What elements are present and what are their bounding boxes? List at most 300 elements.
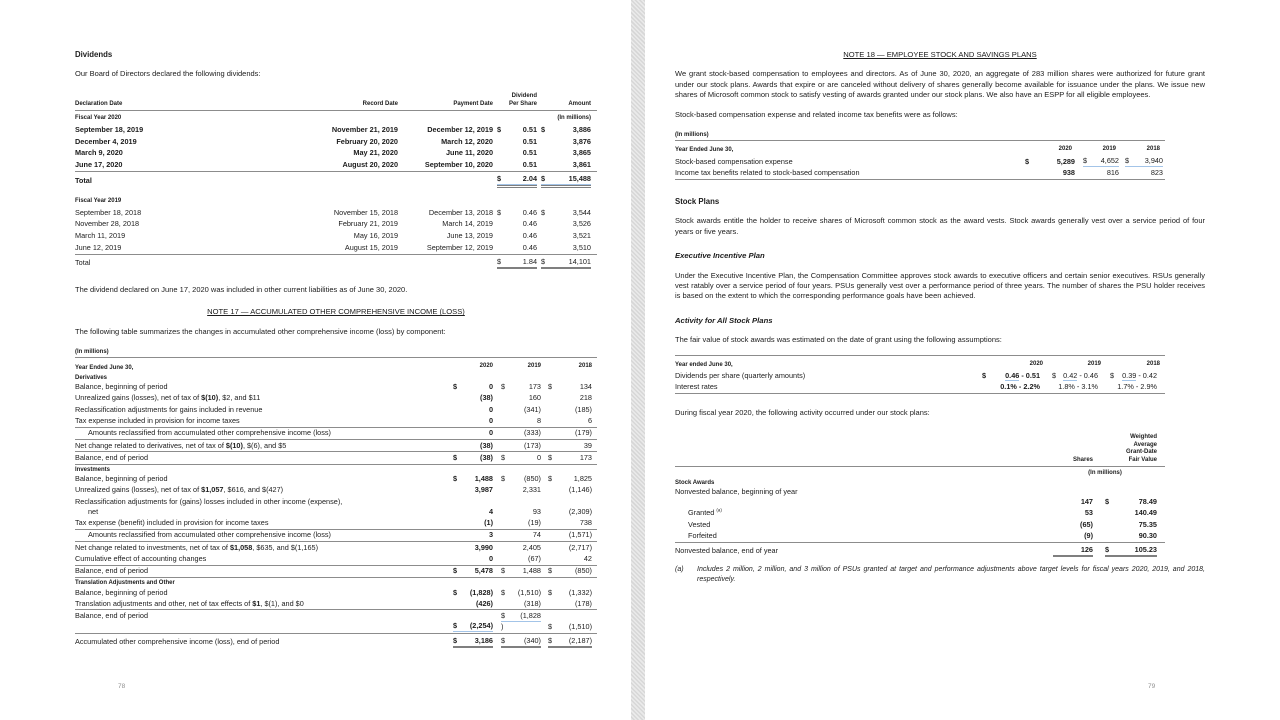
label-line1: Reclassification adjustments for (gains) losses included in other income (expense),: [75, 496, 343, 506]
cell-declaration: November 28, 2018: [75, 219, 140, 229]
table-row: [75, 598, 597, 610]
value: (318): [523, 598, 541, 608]
cell-amount: [541, 137, 591, 147]
value: 0.51: [522, 148, 537, 158]
cell-2018: [548, 393, 592, 403]
linked-value[interactable]: 0.46: [1005, 370, 1020, 380]
value: 14,101: [568, 256, 591, 266]
cell-declaration: September 18, 2019: [75, 125, 144, 134]
dollar-sign: $: [497, 173, 502, 183]
cell-payment: December 13, 2018: [428, 207, 493, 217]
cell-2020: [453, 405, 493, 415]
year-2019: 2019: [527, 363, 541, 370]
dollar-sign: $: [1105, 544, 1110, 554]
cell-per-share: [497, 160, 537, 170]
table-row: [75, 124, 597, 136]
eip-paragraph: Under the Executive Incentive Plan, the Compensation Committee approves stock awards to executive officers and certain senior executives. RSUs generally vest ratably over a service period of four years. PSUs generally vest over a performance period of three years. The number of shares the PSU holder receives is based on the extent to which the corresponding performance goals have been achieved.: [675, 270, 1205, 301]
value: 4: [488, 506, 493, 516]
value: - 0.46: [1077, 370, 1098, 380]
cell-shares: [1053, 508, 1093, 518]
range-value: [1122, 371, 1157, 381]
page-gutter: [631, 0, 645, 720]
value: 173: [528, 382, 541, 392]
value: 2,405: [522, 542, 541, 552]
row-label: [75, 599, 447, 609]
in-millions-row: (In millions): [675, 129, 1165, 141]
label-text: Net change related to investments, net of tax of: [75, 542, 230, 552]
year-2018: 2018: [1146, 146, 1160, 153]
dollar-sign: $: [497, 125, 502, 134]
table-row: [75, 485, 597, 496]
cell-2019: [501, 566, 541, 576]
value: 0: [536, 452, 541, 462]
cell-2018: [548, 636, 592, 647]
value: 3,526: [572, 219, 591, 229]
year-2019: 2019: [1087, 360, 1101, 367]
value: 42: [583, 553, 592, 563]
linked-value[interactable]: [1083, 156, 1119, 167]
cell-amount: [541, 208, 591, 218]
row-label: Balance, beginning of period: [75, 587, 168, 597]
row-label: Reclassification adjustments for gains included in revenue: [75, 404, 263, 414]
note17-heading[interactable]: NOTE 17 — ACCUMULATED OTHER COMPREHENSIVE INCOME (LOSS): [207, 307, 465, 317]
year-2020: 2020: [1058, 146, 1072, 153]
cell-2020: [453, 530, 493, 540]
dollar-sign: $: [1052, 370, 1057, 380]
during-paragraph: During fiscal year 2020, the following activity occurred under our stock plans:: [675, 407, 930, 417]
label-text: Unrealized gains (losses), net of tax of: [75, 485, 202, 495]
dollar-sign: $: [453, 621, 458, 631]
range-value: [1005, 371, 1040, 381]
table-row: [75, 230, 597, 242]
year-2020: 2020: [479, 363, 493, 370]
page-left: [75, 0, 597, 720]
table-row-total: [75, 254, 597, 271]
note18-paragraph: We grant stock-based compensation to employees and directors. As of June 30, 2020, an aggregate of 283 million shares were authorized for future grant under our stock plans. Awards that expire or are canceled without delivery of shares generally become available for issuance under the plans. We issue new shares of Microsoft common stock to satisfy vesting of awards granted under our stock plans. We also have an ESPP for all eligible employees.: [675, 69, 1205, 100]
label-bold: $1: [252, 598, 261, 608]
row-label: Balance, beginning of period: [75, 474, 168, 484]
value: 3,865: [572, 148, 591, 158]
dollar-sign: $: [501, 474, 506, 484]
table-row-total: [75, 171, 597, 189]
value: 0: [488, 382, 493, 392]
table-row: [675, 168, 1165, 180]
value: (341): [523, 404, 541, 414]
year-2019: 2019: [1102, 146, 1116, 153]
value: (178): [574, 598, 592, 608]
table-row: [675, 370, 1165, 381]
cell-2020: [1025, 157, 1075, 167]
dollar-sign: $: [548, 382, 553, 392]
value: 0.51: [522, 125, 537, 134]
table-row: [75, 242, 597, 254]
value: 4,652: [1100, 156, 1119, 166]
cell-record: February 21, 2019: [338, 219, 398, 229]
cell-2018: [548, 416, 592, 426]
cell-2018: [548, 599, 592, 609]
cell-2020: [453, 382, 493, 392]
dollar-sign: $: [548, 635, 553, 645]
cell-2018: [548, 622, 592, 632]
row-label: Cumulative effect of accounting changes: [75, 553, 207, 563]
cell-fair-value: [1105, 508, 1157, 518]
cell-amount-total: [541, 257, 591, 268]
year-header-row: [675, 355, 1165, 370]
cell-2019: [501, 485, 541, 495]
value: - 0.51: [1019, 370, 1040, 380]
value: (38): [480, 440, 493, 450]
value: 74: [532, 530, 541, 540]
cell-per-share: [497, 243, 537, 253]
cell-2018: [548, 453, 592, 463]
linked-value[interactable]: [1125, 156, 1163, 167]
cell-2019: [501, 382, 541, 392]
col-fair-value: [1105, 434, 1157, 464]
dollar-sign: $: [1025, 157, 1030, 167]
row-label: Tax expense included in provision for income taxes: [75, 416, 240, 426]
table-row-wrapped: [75, 610, 597, 633]
cell-2019: [1083, 156, 1119, 167]
value: (1,828: [520, 611, 541, 621]
cell-2019: [501, 599, 541, 609]
activity-paragraph: The fair value of stock awards was estimated on the date of grant using the following assumptions:: [675, 335, 1002, 345]
cell-2019: [501, 405, 541, 415]
eip-heading: Executive Incentive Plan: [675, 251, 765, 261]
value: 218: [579, 393, 592, 403]
linked-value[interactable]: 0.42: [1063, 370, 1078, 380]
dollar-sign: $: [501, 452, 506, 462]
value: 1,488: [522, 566, 541, 576]
cell-declaration: December 4, 2019: [75, 136, 137, 146]
value: 3: [488, 530, 493, 540]
value: 160: [528, 393, 541, 403]
cell-declaration: June 12, 2019: [75, 242, 122, 252]
fy2020-section-row: [75, 111, 597, 124]
cell-2019: [1052, 371, 1098, 381]
value: (2,717): [568, 542, 592, 552]
cell-2019: [501, 543, 541, 553]
cell-payment: September 12, 2019: [426, 242, 493, 252]
comp-intro: Stock-based compensation expense and related income tax benefits were as follows:: [675, 109, 958, 119]
row-label: Balance, beginning of period: [75, 382, 168, 392]
value: (1,571): [568, 530, 592, 540]
cell-declaration: June 17, 2020: [75, 159, 123, 169]
table-row: [75, 530, 597, 542]
note18-heading[interactable]: NOTE 18 — EMPLOYEE STOCK AND SAVINGS PLANS: [843, 50, 1037, 59]
dollar-sign: $: [501, 611, 506, 621]
year-header-label: Year Ended June 30,: [675, 147, 734, 154]
cell-2018: [548, 566, 592, 576]
value: 93: [532, 506, 541, 516]
linked-value[interactable]: [541, 174, 591, 185]
value: (1): [484, 518, 493, 528]
cell-shares: [1053, 545, 1093, 556]
dollar-sign: $: [548, 474, 553, 484]
table-row: [75, 148, 597, 160]
fy2020-in-millions: (In millions): [557, 115, 591, 122]
dollar-sign: $: [501, 566, 506, 576]
cell-2019: [501, 518, 541, 528]
table-row: [75, 440, 597, 452]
value: (179): [574, 428, 592, 438]
row-label: Income tax benefits related to stock-based compensation: [675, 168, 860, 178]
total-label: Total: [75, 175, 92, 185]
cell-2019: [501, 428, 541, 438]
col-fair-value-line4: Fair Value: [1128, 456, 1157, 463]
value: 738: [579, 518, 592, 528]
value: 0: [488, 416, 493, 426]
label-text: Granted: [688, 508, 717, 518]
table-row: [75, 553, 597, 565]
cell-per-share-total: [497, 257, 537, 268]
table-row: [675, 530, 1165, 542]
table-row: [75, 496, 597, 517]
fy2019-label: Fiscal Year 2019: [75, 198, 122, 205]
cell-2018: [1110, 382, 1157, 392]
dividend-note: The dividend declared on June 17, 2020 was included in other current liabilities as of June 30, 2020.: [75, 284, 408, 294]
cell-2020: [453, 566, 493, 576]
cell-amount: [541, 219, 591, 229]
dollar-sign: $: [453, 452, 458, 462]
cell-2018: [1110, 371, 1157, 381]
label-line2: net: [88, 506, 99, 516]
cell-payment: March 12, 2020: [441, 136, 493, 146]
value: 78.49: [1138, 497, 1157, 507]
value: (1,510): [517, 587, 541, 597]
table-row: [75, 382, 597, 393]
label-text: Net change related to derivatives, net of tax of: [75, 440, 226, 450]
col-fair-value-line3: Grant-Date: [1125, 449, 1157, 456]
value: (850): [523, 474, 541, 484]
value: 823: [1150, 168, 1163, 178]
cell-2020: [453, 474, 493, 484]
total-label: Total: [75, 257, 91, 267]
cell-per-share: [497, 125, 537, 135]
value: (2,254): [469, 621, 493, 631]
cell-record: February 20, 2020: [336, 136, 398, 146]
table-row: [75, 542, 597, 553]
dollar-sign: $: [1125, 156, 1130, 166]
stock-plans-heading: Stock Plans: [675, 197, 720, 206]
note17-intro: The following table summarizes the changes in accumulated other comprehensive income (loss) by component:: [75, 326, 446, 336]
value: 75.35: [1138, 519, 1157, 529]
cell-2019: [501, 611, 541, 632]
footnote-marker: (a): [716, 507, 722, 513]
in-millions-label: (In millions): [1088, 469, 1122, 476]
cell-2019: [501, 530, 541, 540]
label-text: , $(6), and $5: [242, 440, 287, 450]
dollar-sign: $: [501, 382, 506, 392]
linked-value[interactable]: [501, 611, 541, 622]
cell-2018: [548, 543, 592, 553]
label-text: Unrealized gains (losses), net of tax of: [75, 393, 202, 403]
value: 0.51: [522, 136, 537, 146]
value: 1.8% - 3.1%: [1058, 381, 1098, 391]
value: 0.46: [522, 230, 537, 240]
row-label: Nonvested balance, beginning of year: [675, 487, 798, 497]
dollar-sign: $: [497, 256, 502, 266]
cell-2019: [501, 636, 541, 647]
table-row: [75, 393, 597, 404]
linked-value[interactable]: [453, 621, 493, 632]
value: (38): [480, 452, 493, 462]
aoci-table: [75, 346, 597, 647]
value: 1,488: [474, 474, 493, 484]
year-2020: 2020: [1029, 360, 1043, 367]
cell-shares: [1053, 520, 1093, 530]
value: 3,186: [474, 635, 493, 645]
dollar-sign: $: [541, 125, 546, 134]
cell-record: May 16, 2019: [353, 230, 398, 240]
cell-2020: [453, 393, 493, 403]
value: 105.23: [1134, 544, 1157, 554]
row-label: Tax expense (benefit) included in provision for income taxes: [75, 518, 269, 528]
label-text: , $2, and $11: [218, 393, 261, 403]
value: 6: [587, 416, 592, 426]
linked-value[interactable]: 0.39: [1122, 370, 1137, 380]
table-row-total: [675, 543, 1165, 557]
value: 1.7% - 2.9%: [1117, 381, 1157, 391]
value: 0.46: [522, 219, 537, 229]
row-label: [75, 497, 447, 517]
value: (2,187): [568, 635, 592, 645]
label-text: Translation adjustments and other, net of tax effects of: [75, 598, 253, 608]
page-number-right: 79: [1148, 683, 1156, 690]
value: (1,146): [568, 485, 592, 495]
dollar-sign: $: [497, 207, 502, 217]
cell-amount: [541, 125, 591, 135]
cell-2020: [453, 518, 493, 528]
cell-2020: [453, 485, 493, 495]
footnote-a: [675, 565, 1205, 584]
table-row: [75, 404, 597, 415]
cell-per-share: [497, 137, 537, 147]
cell-2019: [1083, 168, 1119, 178]
label-text: , $635, and $(1,165): [252, 542, 319, 552]
row-label: Accumulated other comprehensive income (loss), end of period: [75, 636, 280, 646]
cell-record: August 20, 2020: [342, 159, 398, 169]
value: (333): [523, 428, 541, 438]
value: (1,828): [469, 587, 493, 597]
value: 5,289: [1056, 157, 1075, 167]
cell-declaration: September 18, 2018: [75, 207, 142, 217]
year-header-row: [75, 358, 597, 372]
in-millions-row: [675, 467, 1165, 478]
range-value: [1063, 371, 1098, 381]
table-row: [675, 508, 1165, 519]
cell-2019: [501, 393, 541, 403]
cell-2019: [501, 507, 541, 517]
cell-fair-value: [1105, 520, 1157, 530]
year-header-row: [675, 141, 1165, 155]
cell-payment: December 12, 2019: [427, 125, 493, 134]
value: 0.1% - 2.2%: [1000, 381, 1040, 391]
cell-amount: [541, 160, 591, 170]
cell-2018: [548, 588, 592, 598]
cell-2018: [548, 405, 592, 415]
value: (1,332): [568, 587, 592, 597]
value: 3,510: [572, 242, 591, 252]
cell-2019: [501, 588, 541, 598]
label-bold: $1,057: [201, 485, 224, 495]
cell-2018: [548, 428, 592, 438]
cell-payment: March 14, 2019: [442, 219, 493, 229]
cell-2018: [548, 507, 592, 517]
stock-plans-paragraph: Stock awards entitle the holder to receive shares of Microsoft common stock as the award vests. Stock awards generally vest over a service period of four years or five years.: [675, 216, 1205, 236]
value: (67): [528, 553, 541, 563]
value: 816: [1106, 168, 1119, 178]
col-shares: Shares: [1072, 456, 1093, 463]
value: (340): [523, 635, 541, 645]
cell-declaration: March 11, 2019: [75, 230, 126, 240]
dollar-sign: $: [541, 173, 546, 183]
row-label: [75, 441, 447, 451]
footnote-label: (a): [675, 566, 684, 574]
dollar-sign: $: [453, 635, 458, 645]
value: (38): [480, 393, 493, 403]
cell-2018: [1125, 156, 1163, 167]
cell-2019: [501, 554, 541, 564]
in-millions-row: (In millions): [75, 346, 597, 358]
table-row: [75, 136, 597, 148]
value: (185): [574, 404, 592, 414]
value: 0.46: [522, 207, 537, 217]
value: 0: [488, 404, 493, 414]
linked-value[interactable]: [497, 174, 537, 185]
col-fair-value-line1: Weighted: [1130, 434, 1157, 441]
value: 147: [1080, 497, 1093, 507]
label-bold: $(10): [225, 440, 243, 450]
cell-2020: [1025, 168, 1075, 178]
cell-2020: [453, 543, 493, 553]
cell-shares: [1053, 497, 1093, 507]
col-dividend-per-share: [497, 93, 537, 108]
value: 3,861: [572, 159, 591, 169]
dollar-sign: $: [453, 382, 458, 392]
cell-2018: [548, 441, 592, 451]
value: (65): [1080, 519, 1093, 529]
dollar-sign: $: [1110, 370, 1115, 380]
fy2020-label: Fiscal Year 2020: [75, 115, 122, 122]
table-row: [75, 566, 597, 578]
table-row: [75, 219, 597, 231]
value: (9): [1084, 530, 1093, 540]
row-label: Interest rates: [675, 381, 718, 391]
value: 0: [488, 553, 493, 563]
cell-fair-value: [1105, 497, 1157, 507]
table-row-wrapped: [675, 487, 1165, 508]
section-derivatives: Derivatives: [75, 374, 108, 381]
cell-record: November 21, 2019: [331, 125, 398, 134]
table-row: [75, 474, 597, 485]
dividends-table-header: [75, 93, 597, 112]
value: 2,331: [522, 485, 541, 495]
table-row: [75, 518, 597, 530]
value: 15,488: [568, 173, 591, 183]
value: 3,544: [572, 207, 591, 217]
dividends-heading: Dividends: [75, 50, 113, 59]
row-label: [75, 393, 447, 403]
cell-2019: [501, 441, 541, 451]
cell-payment: June 13, 2019: [446, 230, 493, 240]
cell-2020: [982, 382, 1040, 392]
value: 3,876: [572, 136, 591, 146]
cell-2018: [548, 382, 592, 392]
cell-per-share: [497, 148, 537, 158]
cell-per-share-total: [497, 174, 537, 186]
cell-2018: [548, 474, 592, 484]
cell-2018: [1125, 168, 1163, 178]
